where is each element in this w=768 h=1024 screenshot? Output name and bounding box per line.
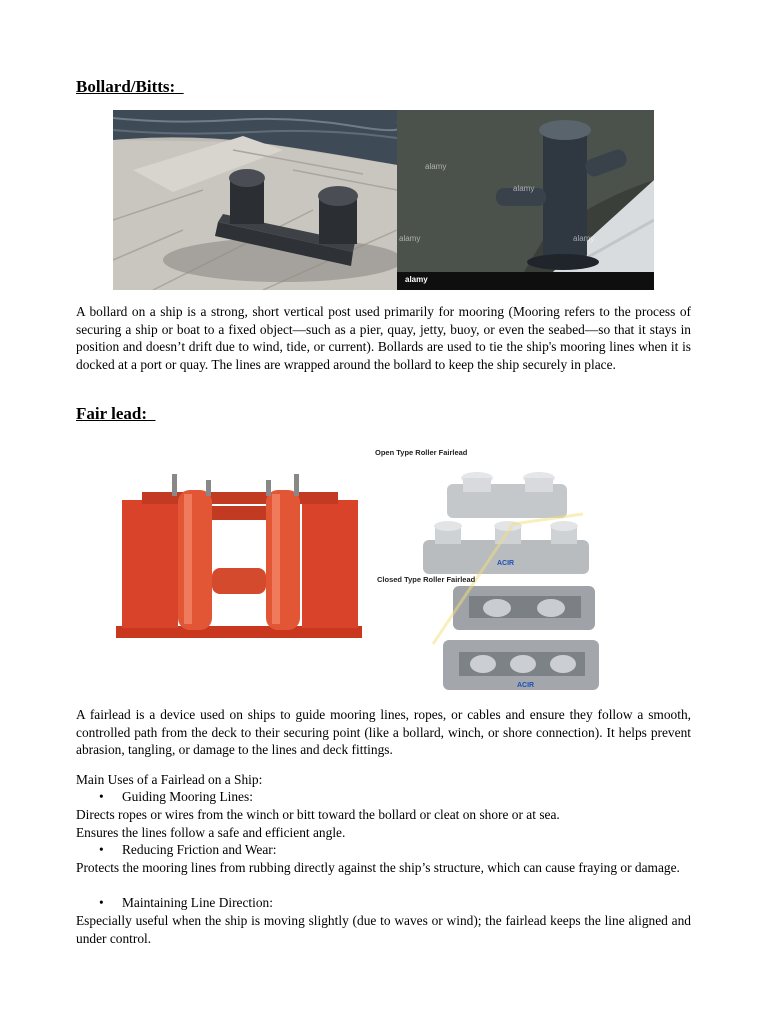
acir-brand-label: ACIR	[497, 560, 515, 567]
watermark-text: alamy	[573, 234, 595, 243]
watermark-text: alamy	[425, 162, 447, 171]
bollard-description: A bollard on a ship is a strong, short vertical post used primarily for mooring (Mooring refers to the process of securing a ship or boat to a fixed object—such as a pier, quay, jetty, buoy, or even the seabed—so that it stays in position and doesn’t drift due to wind, tide, or current). Bollards are used to tie the ship's mooring lines when it is docked at a port or quay. The lines are wrapped around the bollard to keep the ship securely in place.	[76, 304, 691, 372]
roller-fairlead-graphic	[106, 440, 370, 690]
bollard-photo	[113, 110, 654, 290]
watermark-text: alamy	[399, 234, 421, 243]
closed-type-caption: Closed Type Roller Fairlead	[377, 575, 476, 584]
fairlead-heading: Fair lead:	[76, 404, 156, 423]
use-title: Maintaining Line Direction:	[122, 895, 273, 910]
use-title: Guiding Mooring Lines:	[122, 789, 253, 804]
acir-fairlead-photo	[373, 444, 606, 694]
bollard-heading: Bollard/Bitts:	[76, 77, 184, 96]
use-description: Ensures the lines follow a safe and efficient angle.	[76, 825, 346, 840]
watermark-text: alamy	[513, 184, 535, 193]
watermark-logo: alamy	[405, 275, 428, 284]
fairlead-description: A fairlead is a device used on ships to guide mooring lines, ropes, or cables and ensure they follow a smooth, controlled path from the deck to their securing point (like a bollard, winch, or shore connection). It helps prevent abrasion, tangling, or damage to the lines and deck fittings.	[76, 707, 691, 758]
open-type-caption: Open Type Roller Fairlead	[375, 448, 468, 457]
uses-title: Main Uses of a Fairlead on a Ship:	[76, 772, 263, 787]
use-description: Protects the mooring lines from rubbing directly against the ship’s structure, which can cause fraying or damage.	[76, 860, 680, 875]
bullet-marker: •	[99, 789, 104, 804]
bullet-marker: •	[99, 842, 104, 857]
acir-brand-label: ACIR	[517, 682, 535, 689]
acir-fairlead-graphic	[373, 444, 606, 694]
use-description: Directs ropes or wires from the winch or bitt toward the bollard or cleat on shore or at sea.	[76, 807, 560, 822]
roller-fairlead-photo	[106, 440, 370, 690]
use-title: Reducing Friction and Wear:	[122, 842, 277, 857]
bollard-photo-graphic	[113, 110, 654, 290]
use-description: Especially useful when the ship is moving slightly (due to waves or wind); the fairlead keeps the line aligned and under control.	[76, 913, 691, 946]
bullet-marker: •	[99, 895, 104, 910]
